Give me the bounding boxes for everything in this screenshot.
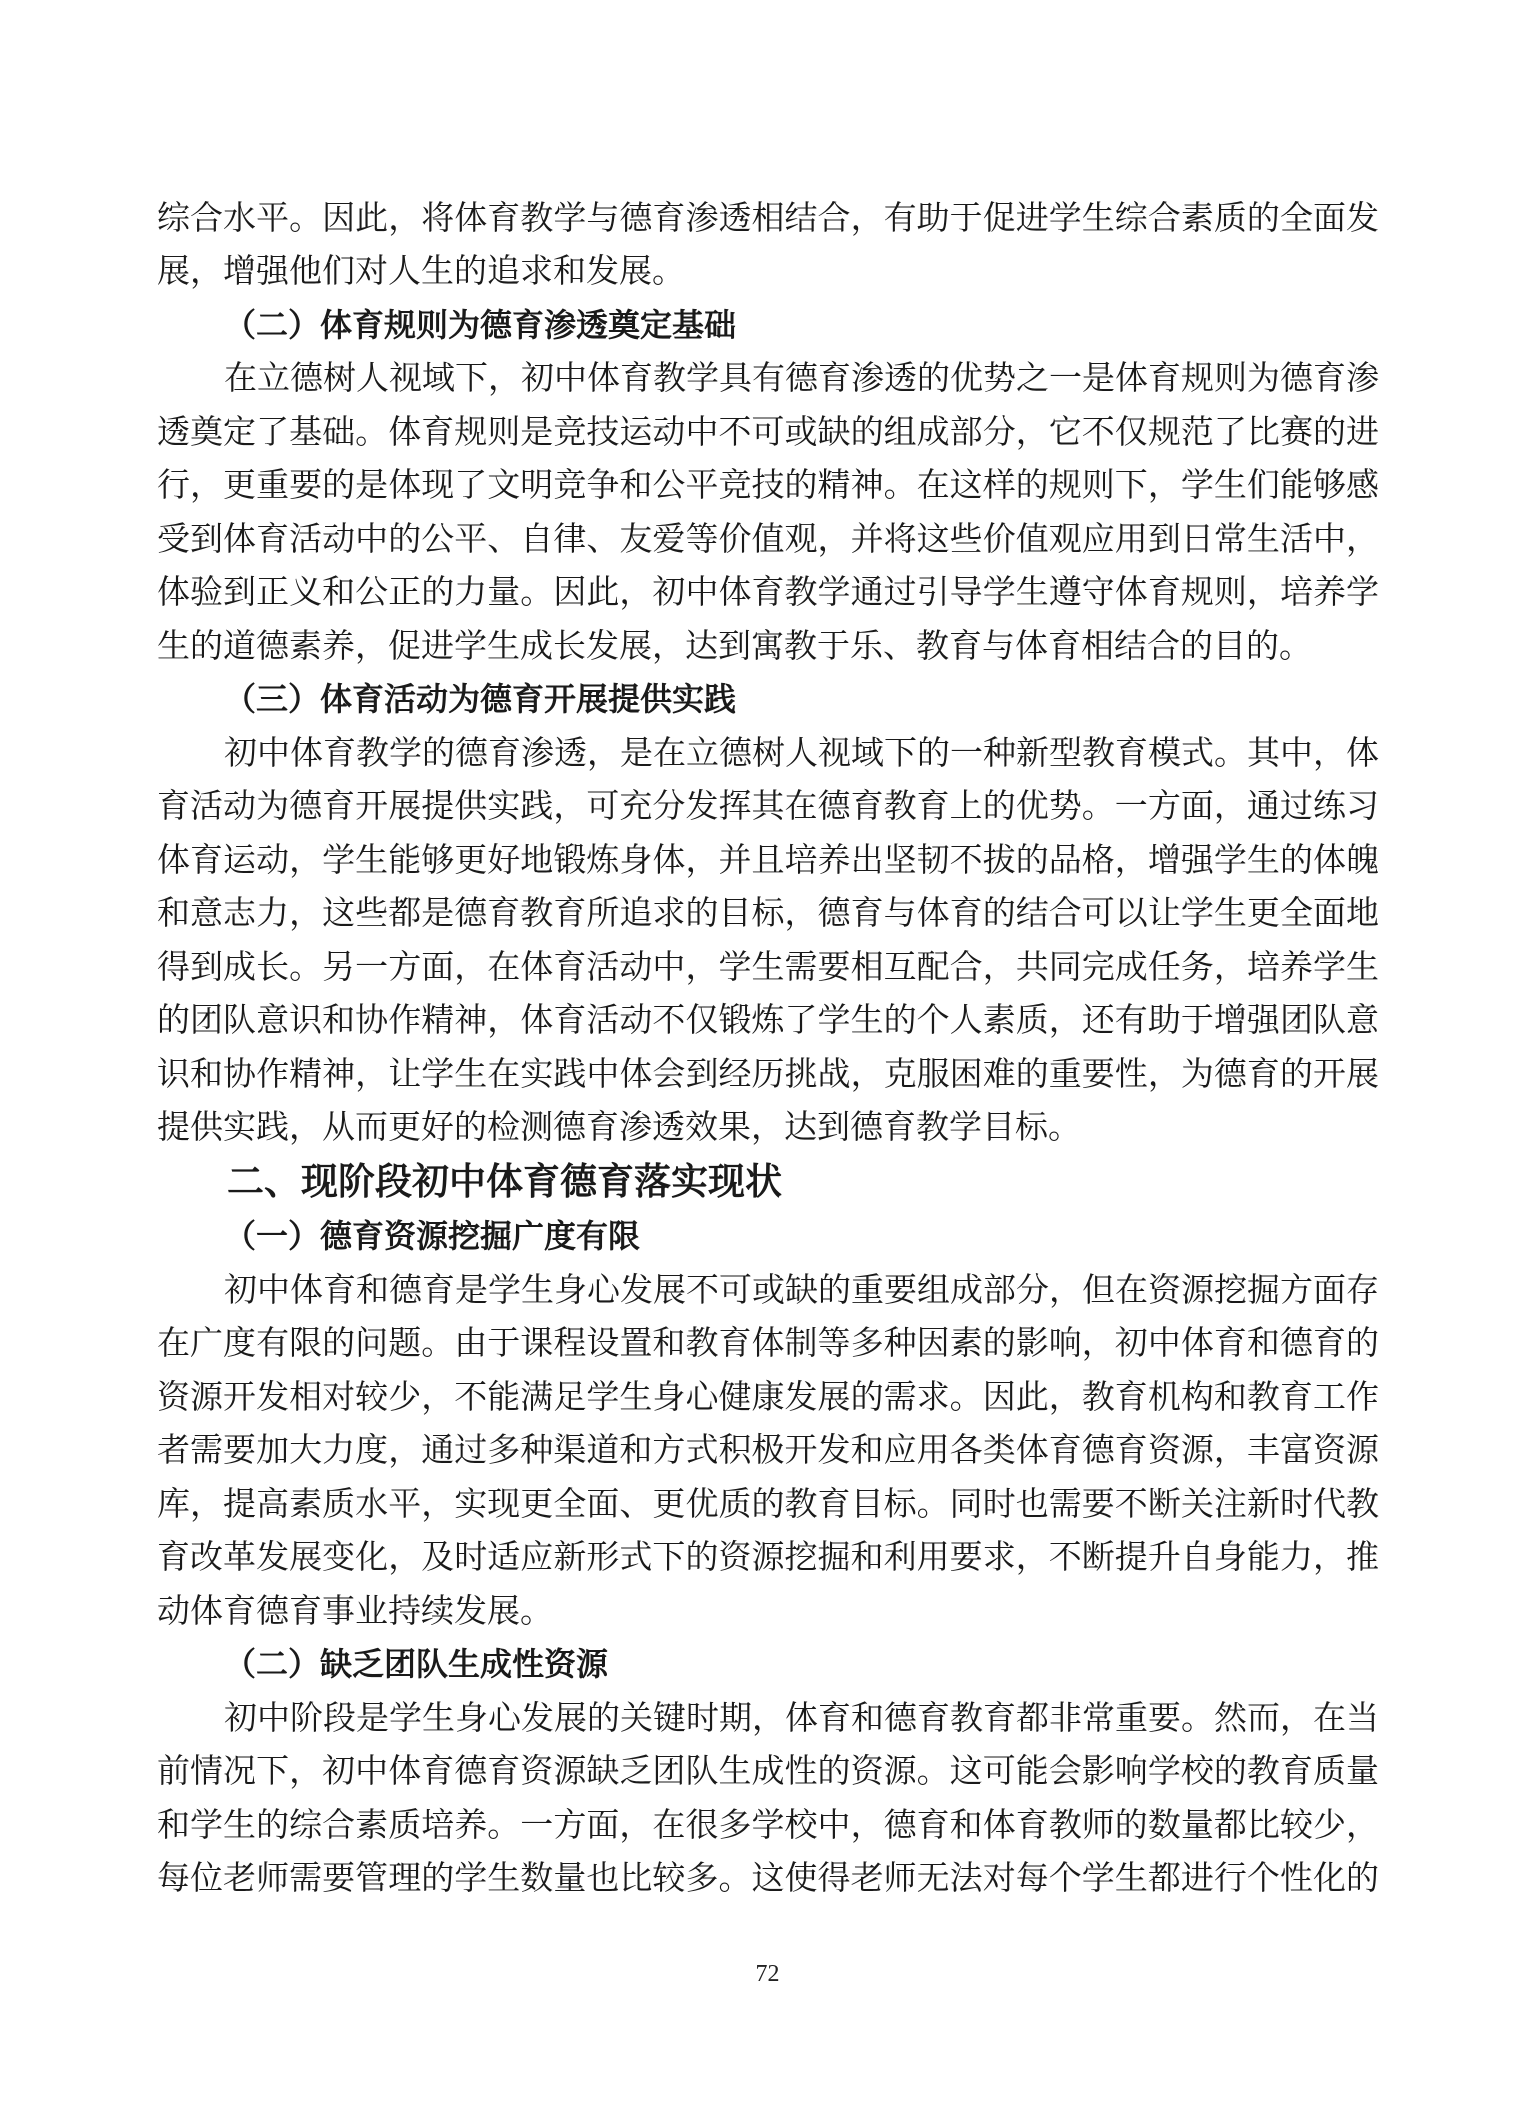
paragraph-line: 初中体育教学的德育渗透，是在立德树人视域下的一种新型教育模式。其中，体	[224, 733, 1379, 772]
paragraph-line: 受到体育活动中的公平、自律、友爱等价值观，并将这些价值观应用到日常生活中，	[157, 519, 1379, 558]
paragraph-line: 识和协作精神，让学生在实践中体会到经历挑战，克服困难的重要性，为德育的开展	[157, 1054, 1379, 1093]
paragraph-line: 初中体育和德育是学生身心发展不可或缺的重要组成部分，但在资源挖掘方面存	[224, 1270, 1379, 1309]
paragraph-line: 综合水平。因此，将体育教学与德育渗透相结合，有助于促进学生综合素质的全面发	[157, 198, 1379, 237]
page-number: 72	[755, 1961, 780, 1987]
section-heading: （二）缺乏团队生成性资源	[224, 1645, 609, 1683]
paragraph-line: 的团队意识和协作精神，体育活动不仅锻炼了学生的个人素质，还有助于增强团队意	[157, 1000, 1379, 1039]
paragraph-line: 生的道德素养，促进学生成长发展，达到寓教于乐、教育与体育相结合的目的。	[157, 626, 1312, 665]
section-heading: （一）德育资源挖掘广度有限	[224, 1217, 641, 1255]
paragraph-line: 在广度有限的问题。由于课程设置和教育体制等多种因素的影响，初中体育和德育的	[157, 1323, 1379, 1362]
paragraph-line: 透奠定了基础。体育规则是竞技运动中不可或缺的组成部分，它不仅规范了比赛的进	[157, 412, 1379, 451]
chapter-heading: 二、现阶段初中体育德育落实现状	[227, 1160, 782, 1203]
section-heading: （三）体育活动为德育开展提供实践	[224, 680, 737, 718]
paragraph-line: 和学生的综合素质培养。一方面，在很多学校中，德育和体育教师的数量都比较少，	[157, 1805, 1379, 1844]
paragraph-line: 初中阶段是学生身心发展的关键时期，体育和德育教育都非常重要。然而，在当	[224, 1698, 1379, 1737]
paragraph-line: 动体育德育事业持续发展。	[157, 1591, 553, 1630]
paragraph-line: 前情况下，初中体育德育资源缺乏团队生成性的资源。这可能会影响学校的教育质量	[157, 1751, 1379, 1790]
paragraph-line: 育改革发展变化，及时适应新形式下的资源挖掘和利用要求，不断提升自身能力，推	[157, 1537, 1379, 1576]
paragraph-line: 体育运动，学生能够更好地锻炼身体，并且培养出坚韧不拔的品格，增强学生的体魄	[157, 840, 1379, 879]
paragraph-line: 育活动为德育开展提供实践，可充分发挥其在德育教育上的优势。一方面，通过练习	[157, 786, 1379, 825]
paragraph-line: 提供实践，从而更好的检测德育渗透效果，达到德育教学目标。	[157, 1107, 1081, 1146]
paragraph-line: 每位老师需要管理的学生数量也比较多。这使得老师无法对每个学生都进行个性化的	[157, 1858, 1379, 1897]
paragraph-line: 者需要加大力度，通过多种渠道和方式积极开发和应用各类体育德育资源，丰富资源	[157, 1430, 1379, 1469]
section-heading: （二）体育规则为德育渗透奠定基础	[224, 306, 737, 344]
paragraph-line: 体验到正义和公正的力量。因此，初中体育教学通过引导学生遵守体育规则，培养学	[157, 572, 1379, 611]
paragraph-line: 资源开发相对较少，不能满足学生身心健康发展的需求。因此，教育机构和教育工作	[157, 1377, 1379, 1416]
paragraph-line: 和意志力，这些都是德育教育所追求的目标，德育与体育的结合可以让学生更全面地	[157, 893, 1379, 932]
paragraph-line: 在立德树人视域下，初中体育教学具有德育渗透的优势之一是体育规则为德育渗	[224, 358, 1379, 397]
paragraph-line: 展，增强他们对人生的追求和发展。	[157, 251, 685, 290]
paragraph-line: 得到成长。另一方面，在体育活动中，学生需要相互配合，共同完成任务，培养学生	[157, 947, 1379, 986]
paragraph-line: 库，提高素质水平，实现更全面、更优质的教育目标。同时也需要不断关注新时代教	[157, 1484, 1379, 1523]
paragraph-line: 行，更重要的是体现了文明竞争和公平竞技的精神。在这样的规则下，学生们能够感	[157, 465, 1379, 504]
